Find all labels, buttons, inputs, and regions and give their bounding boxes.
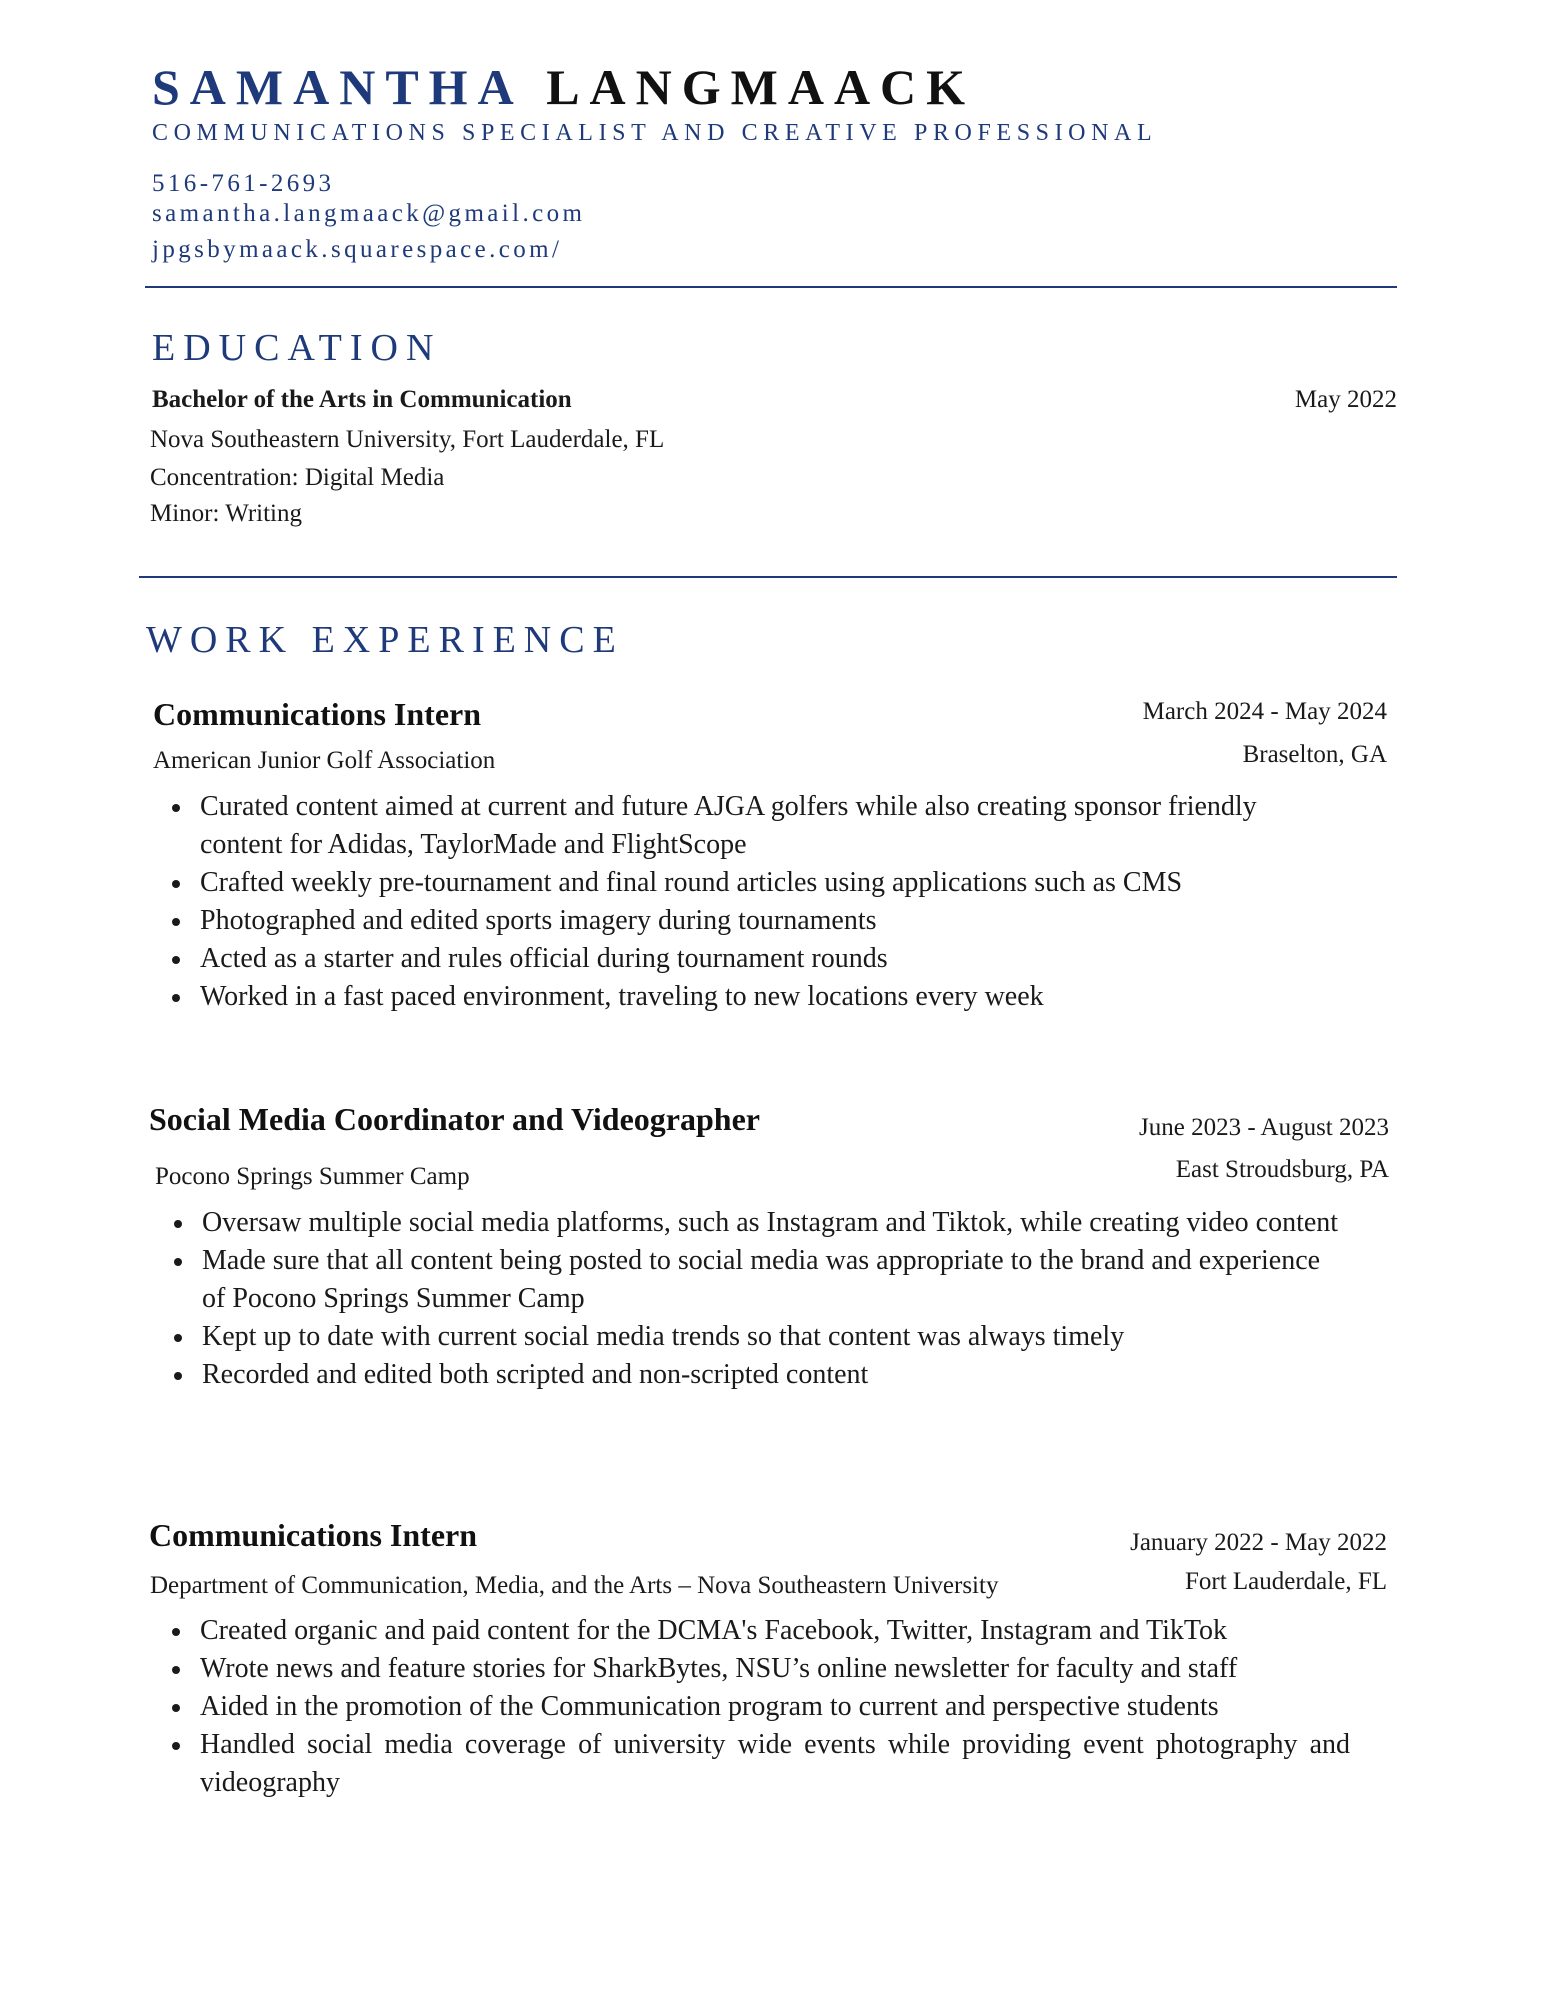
list-item: Crafted weekly pre-tournament and final round articles using applications such as CMS: [152, 864, 1302, 902]
list-item: Created organic and paid content for the DCMA's Facebook, Twitter, Instagram and TikTok: [152, 1612, 1350, 1650]
list-item: Aided in the promotion of the Communication program to current and perspective students: [152, 1688, 1350, 1726]
job-location: East Stroudsburg, PA: [1175, 1156, 1389, 1183]
graduation-date: May 2022: [1294, 386, 1397, 413]
job-title: Communications Intern: [149, 1517, 478, 1553]
job-dates: June 2023 - August 2023: [1139, 1114, 1389, 1141]
last-name: LANGMAACK: [546, 59, 976, 115]
list-item: Curated content aimed at current and future AJGA golfers while also creating sponsor friendly content for Adidas, TaylorMade and FlightScope: [152, 788, 1302, 864]
list-item: Recorded and edited both scripted and non-scripted content: [154, 1356, 1344, 1394]
list-item: Made sure that all content being posted to social media was appropriate to the brand and experience of Pocono Springs Summer Camp: [154, 1242, 1344, 1318]
job-location: Fort Lauderdale, FL: [1184, 1568, 1387, 1595]
list-item: Wrote news and feature stories for SharkBytes, NSU’s online newsletter for faculty and staff: [152, 1650, 1350, 1688]
job-responsibilities: [154, 1204, 1344, 1394]
minor: Minor: Writing: [150, 500, 303, 527]
phone-number[interactable]: 516-761-2693: [152, 170, 335, 197]
education-divider: [139, 576, 1397, 578]
job-responsibilities: [152, 788, 1302, 1016]
education-heading: EDUCATION: [152, 327, 442, 369]
job-responsibilities: [152, 1612, 1350, 1802]
professional-subtitle: COMMUNICATIONS SPECIALIST AND CREATIVE PROFESSIONAL: [152, 120, 1158, 146]
resume-name: [152, 58, 975, 116]
list-item: Kept up to date with current social media trends so that content was always timely: [154, 1318, 1344, 1356]
school-name: Nova Southeastern University, Fort Lauderdale, FL: [150, 426, 665, 453]
degree-title: Bachelor of the Arts in Communication: [152, 386, 572, 413]
list-item: Handled social media coverage of university wide events while providing event photography and videography: [152, 1726, 1350, 1802]
first-name: SAMANTHA: [152, 59, 524, 115]
header-divider: [145, 286, 1397, 288]
email-link[interactable]: samantha.langmaack@gmail.com: [152, 200, 586, 227]
job-title: Communications Intern: [153, 696, 482, 732]
job-dates: January 2022 - May 2022: [1130, 1529, 1387, 1556]
job-organization: Department of Communication, Media, and the Arts – Nova Southeastern University: [150, 1572, 999, 1599]
work-experience-heading: WORK EXPERIENCE: [146, 619, 624, 661]
job-organization: American Junior Golf Association: [153, 747, 496, 774]
concentration: Concentration: Digital Media: [150, 464, 445, 491]
list-item: Oversaw multiple social media platforms, such as Instagram and Tiktok, while creating video content: [154, 1204, 1344, 1242]
job-title: Social Media Coordinator and Videographer: [149, 1101, 760, 1137]
list-item: Photographed and edited sports imagery during tournaments: [152, 902, 1302, 940]
job-location: Braselton, GA: [1242, 741, 1387, 768]
job-dates: March 2024 - May 2024: [1142, 698, 1387, 725]
website-link[interactable]: jpgsbymaack.squarespace.com/: [152, 236, 563, 263]
list-item: Acted as a starter and rules official during tournament rounds: [152, 940, 1302, 978]
job-organization: Pocono Springs Summer Camp: [155, 1163, 470, 1190]
list-item: Worked in a fast paced environment, traveling to new locations every week: [152, 978, 1302, 1016]
